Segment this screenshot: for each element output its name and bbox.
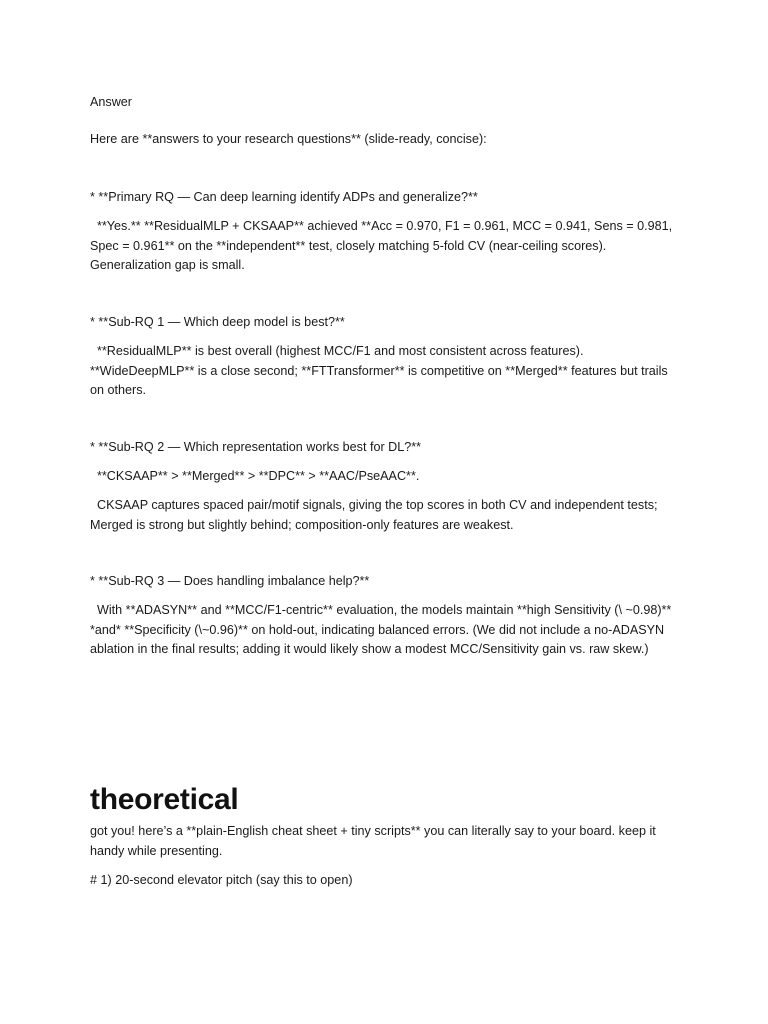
primary-rq-question: * **Primary RQ — Can deep learning identify ADPs and generalize?** [90, 190, 478, 204]
sub-rq3-answer: With **ADASYN** and **MCC/F1-centric** evaluation, the models maintain **high Sensitivity (\ ~0.98)** *and* **Specificity (\~0.96)** on hold-out, indicating balanced errors. (We did not include a no-ADASYN ablation in the final results; adding it would likely show a modest MCC/Sensitivity gain vs. raw skew.) [90, 603, 675, 656]
intro-paragraph: Here are **answers to your research questions** (slide-ready, concise): [90, 132, 487, 146]
sub-rq1-question: * **Sub-RQ 1 — Which deep model is best?** [90, 315, 345, 329]
section1-heading: # 1) 20-second elevator pitch (say this to open) [90, 873, 353, 887]
document-page [90, 0, 675, 1024]
theoretical-heading: theoretical [90, 783, 239, 816]
primary-rq-answer: **Yes.** **ResidualMLP + CKSAAP** achieved **Acc = 0.970, F1 = 0.961, MCC = 0.941, Sens = 0.981, Spec = 0.961** on the **independent** test, closely matching 5-fold CV (near-ceiling scores). Generalization gap is small. [90, 219, 676, 272]
answer-label: Answer [90, 95, 132, 109]
theoretical-intro: got you! here’s a **plain-English cheat sheet + tiny scripts** you can literally say to your board. keep it handy while presenting. [90, 824, 660, 858]
sub-rq2-question: * **Sub-RQ 2 — Which representation works best for DL?** [90, 440, 422, 454]
sub-rq2-ranking: **CKSAAP** > **Merged** > **DPC** > **AAC/PseAAC**. [90, 469, 420, 483]
sub-rq1-answer: **ResidualMLP** is best overall (highest MCC/F1 and most consistent across features). **WideDeepMLP** is a close second; **FTTransformer** is competitive on **Merged** features but trails on others. [90, 344, 672, 397]
sub-rq3-question: * **Sub-RQ 3 — Does handling imbalance help?** [90, 574, 370, 588]
sub-rq2-detail: CKSAAP captures spaced pair/motif signals, giving the top scores in both CV and independent tests; Merged is strong but slightly behind; composition-only features are weakest. [90, 498, 662, 532]
